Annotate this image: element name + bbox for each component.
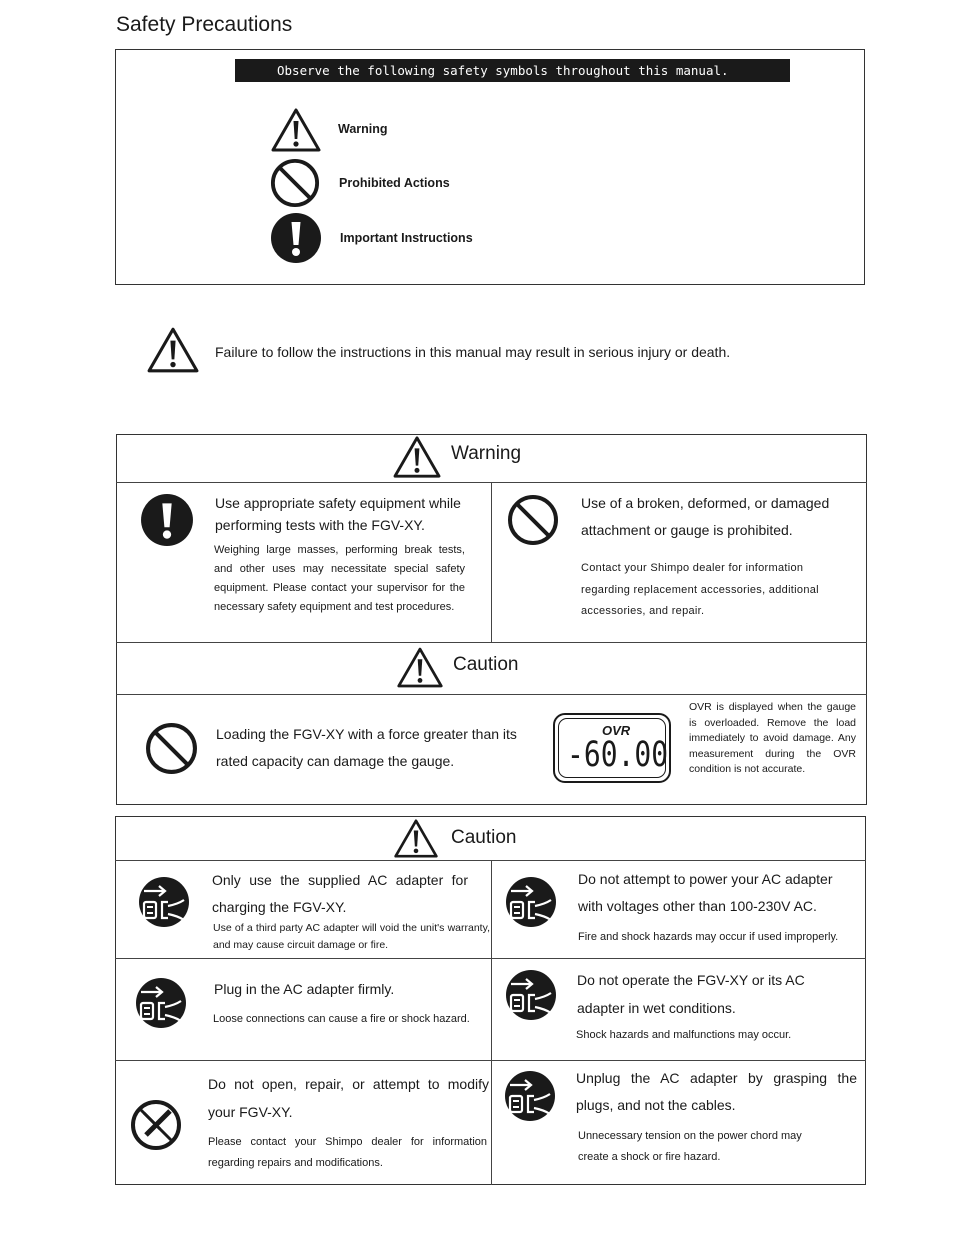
no-disassembly-icon bbox=[130, 1099, 182, 1151]
warning-left-sub: Weighing large masses, performing break tests, and other uses may necessitate special safety equipment. Please contact your supervisor for the necessary safety equipment and test procedures. bbox=[214, 544, 465, 613]
caution-2-cell-1-sub: Fire and shock hazards may occur if used improperly. bbox=[578, 931, 839, 943]
caution-1-main: Loading the FGV-XY with a force greater than its rated capacity can damage the gauge. bbox=[216, 726, 517, 769]
warning-left-main: Use appropriate safety equipment while performing tests with the FGV-XY. bbox=[215, 495, 461, 533]
unplug-icon bbox=[138, 876, 190, 928]
unplug-icon bbox=[505, 969, 557, 1021]
caution-2-cell-2-main: Plug in the AC adapter firmly. bbox=[214, 981, 395, 997]
prohibited-icon bbox=[145, 722, 198, 775]
warning-icon bbox=[270, 107, 322, 153]
lcd-indicator: OVR bbox=[602, 723, 631, 738]
lcd-display bbox=[553, 713, 671, 783]
lcd-value: -60.00 bbox=[567, 735, 669, 775]
caution-2-cell-3-main: Do not operate the FGV-XY or its AC adapter in wet conditions. bbox=[577, 972, 805, 1016]
page-title: Safety Precautions bbox=[116, 13, 293, 36]
warning-section-title: Warning bbox=[451, 443, 522, 464]
prohibited-symbol-label: Prohibited Actions bbox=[339, 176, 450, 190]
warning-icon bbox=[392, 435, 442, 479]
important-icon bbox=[140, 493, 194, 547]
caution-2-cell-4-sub: Please contact your Shimpo dealer for information regarding repairs and modifications. bbox=[208, 1136, 487, 1169]
caution-2-cell-4-main: Do not open, repair, or attempt to modify your FGV-XY. bbox=[208, 1076, 489, 1120]
caution-2-cell-0-main: Only use the supplied AC adapter for charging the FGV-XY. bbox=[212, 872, 468, 915]
warning-icon bbox=[393, 818, 439, 859]
intro-text: Failure to follow the instructions in this manual may result in serious injury or death. bbox=[215, 344, 731, 360]
caution-2-cell-5-sub: Unnecessary tension on the power chord may create a shock or fire hazard. bbox=[578, 1130, 802, 1163]
important-symbol-label: Important Instructions bbox=[340, 231, 473, 245]
warning-icon bbox=[146, 326, 200, 374]
caution-1-note: OVR is displayed when the gauge is overloaded. Remove the load immediately to avoid damage. Any measurement during the OVR condition is not accurate. bbox=[689, 701, 856, 776]
warning-right-sub: Contact your Shimpo dealer for information regarding replacement accessories, additional accessories, and repair. bbox=[581, 562, 819, 617]
unplug-icon bbox=[135, 977, 187, 1029]
important-icon bbox=[270, 212, 322, 264]
warning-icon bbox=[396, 646, 444, 689]
symbol-legend-box bbox=[115, 49, 865, 285]
caution-2-cell-0-sub: Use of a third party AC adapter will void the unit's warranty, and may cause circuit damage or fire. bbox=[213, 922, 490, 951]
caution-2-cell-3-sub: Shock hazards and malfunctions may occur. bbox=[576, 1029, 792, 1041]
unplug-icon bbox=[504, 1070, 556, 1122]
prohibited-icon bbox=[270, 158, 320, 208]
caution-2-cell-2-sub: Loose connections can cause a fire or shock hazard. bbox=[213, 1013, 470, 1025]
warning-symbol-label: Warning bbox=[338, 122, 388, 136]
caution-2-cell-5-main: Unplug the AC adapter by grasping the plugs, and not the cables. bbox=[576, 1070, 857, 1113]
caution-section-1-title: Caution bbox=[453, 654, 519, 675]
prohibited-icon bbox=[507, 494, 559, 546]
caution-2-cell-1-main: Do not attempt to power your AC adapter with voltages other than 100-230V AC. bbox=[578, 871, 833, 914]
caution-section-2-title: Caution bbox=[451, 827, 517, 848]
unplug-icon bbox=[505, 876, 557, 928]
symbol-legend-banner: Observe the following safety symbols throughout this manual. bbox=[235, 59, 790, 82]
warning-right-main: Use of a broken, deformed, or damaged attachment or gauge is prohibited. bbox=[581, 495, 830, 538]
